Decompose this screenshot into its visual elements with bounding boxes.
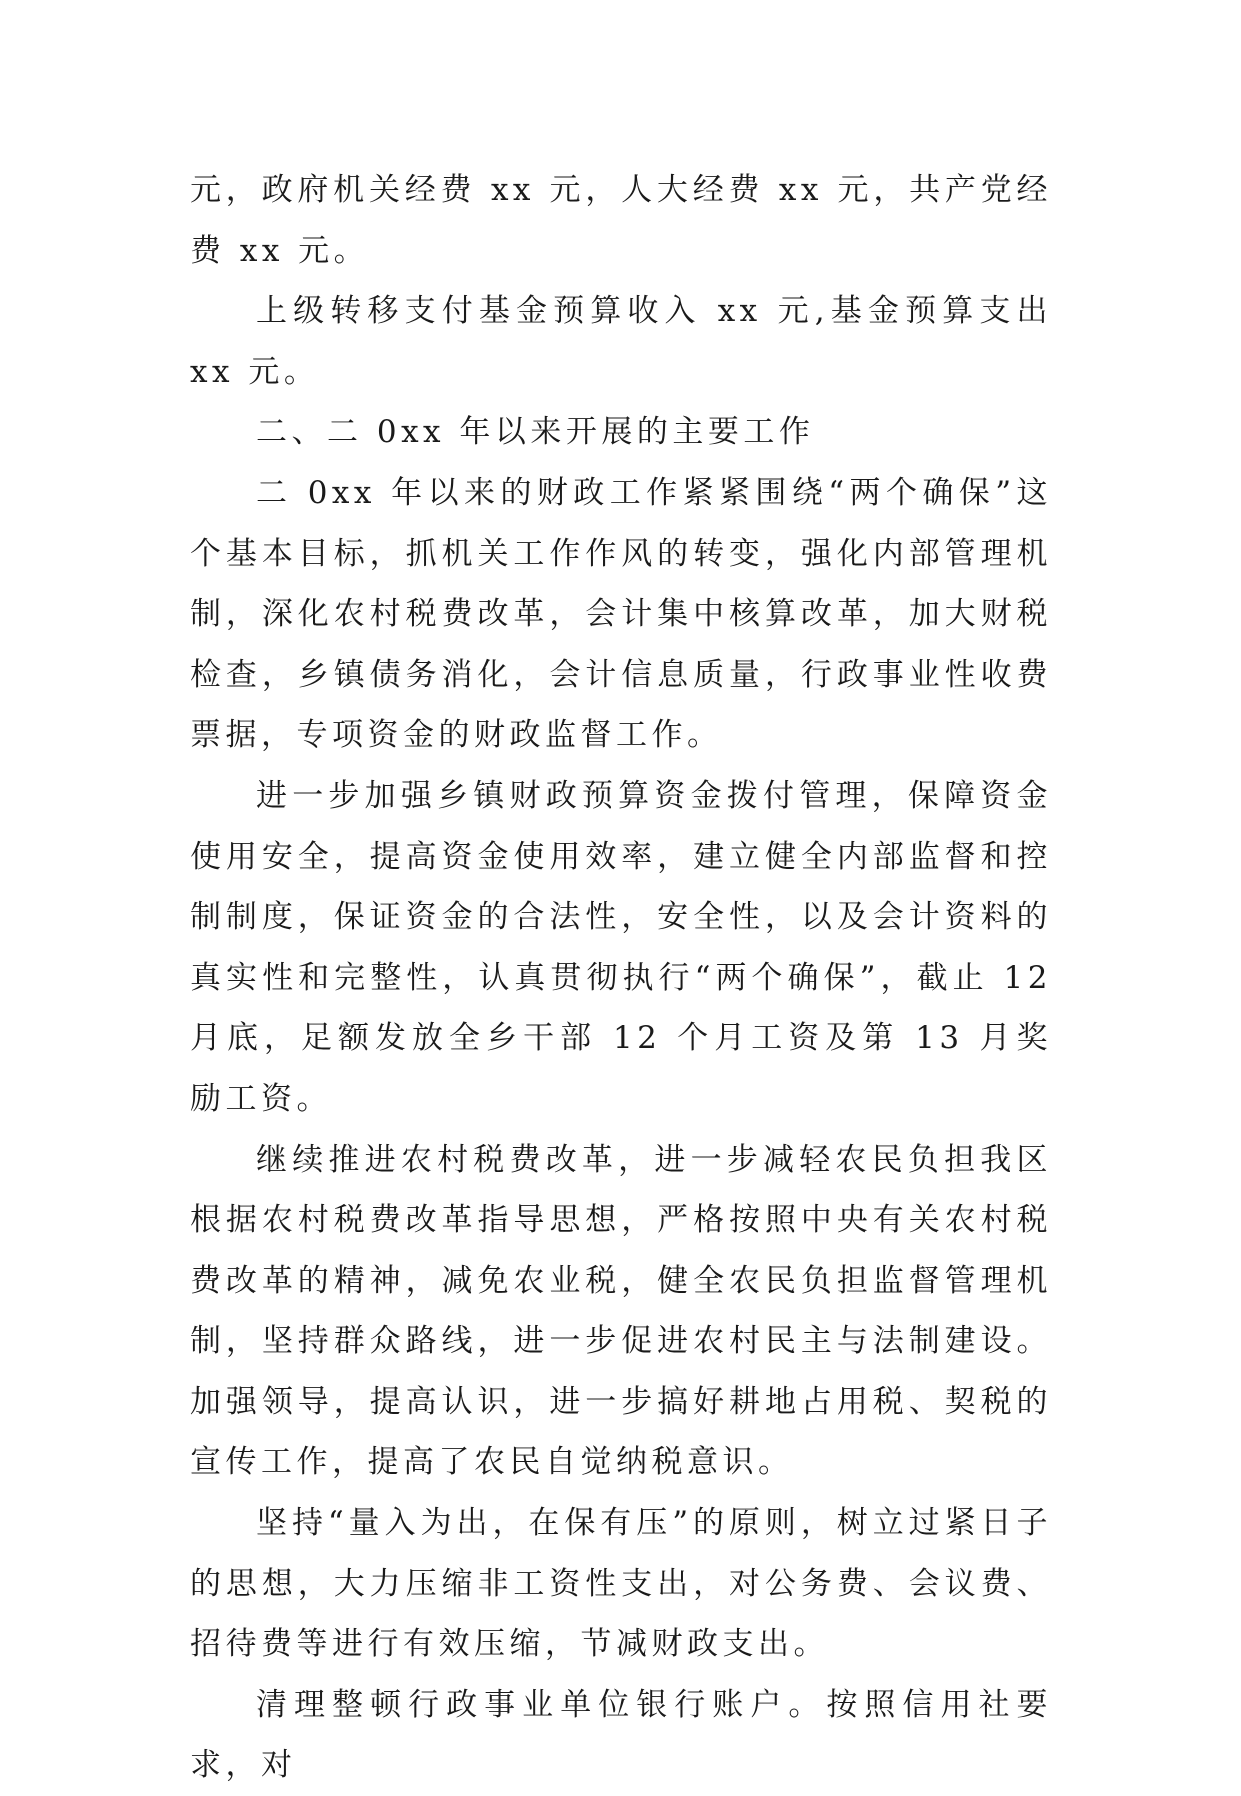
section-heading: 二、二 0xx 年以来开展的主要工作 bbox=[256, 414, 815, 451]
paragraph: 元，政府机关经费 xx 元，人大经费 xx 元，共产党经费 xx 元。 bbox=[190, 172, 1052, 269]
paragraph: 二 0xx 年以来的财政工作紧紧围绕“两个确保”这个基本目标，抓机关工作作风的转变，强化内部管理机制，深化农村税费改革，会计集中核算改革，加大财税检查，乡镇债务消化，会计信息质量，行政事业性收费票据，专项资金的财政监督工作。 bbox=[190, 474, 1052, 754]
paragraph: 上级转移支付基金预算收入 xx 元,基金预算支出 xx 元。 bbox=[190, 293, 1052, 390]
paragraph: 进一步加强乡镇财政预算资金拨付管理，保障资金使用安全，提高资金使用效率，建立健全内部监督和控制制度，保证资金的合法性，安全性，以及会计资料的真实性和完整性，认真贯彻执行“两个确保”，截止 12 月底，足额发放全乡干部 12 个月工资及第 13 月奖励工资。 bbox=[190, 777, 1052, 1117]
paragraph: 清理整顿行政事业单位银行账户。按照信用社要求，对 bbox=[190, 1686, 1052, 1784]
paragraph: 继续推进农村税费改革，进一步减轻农民负担我区根据农村税费改革指导思想，严格按照中央有关农村税费改革的精神，减免农业税，健全农民负担监督管理机制，坚持群众路线，进一步促进农村民主与法制建设。加强领导，提高认识，进一步搞好耕地占用税、契税的宣传工作，提高了农民自觉纳税意识。 bbox=[190, 1141, 1052, 1481]
document-body bbox=[190, 160, 1052, 1796]
paragraph: 坚持“量入为出，在保有压”的原则，树立过紧日子的思想，大力压缩非工资性支出，对公务费、会议费、招待费等进行有效压缩，节减财政支出。 bbox=[190, 1505, 1052, 1663]
